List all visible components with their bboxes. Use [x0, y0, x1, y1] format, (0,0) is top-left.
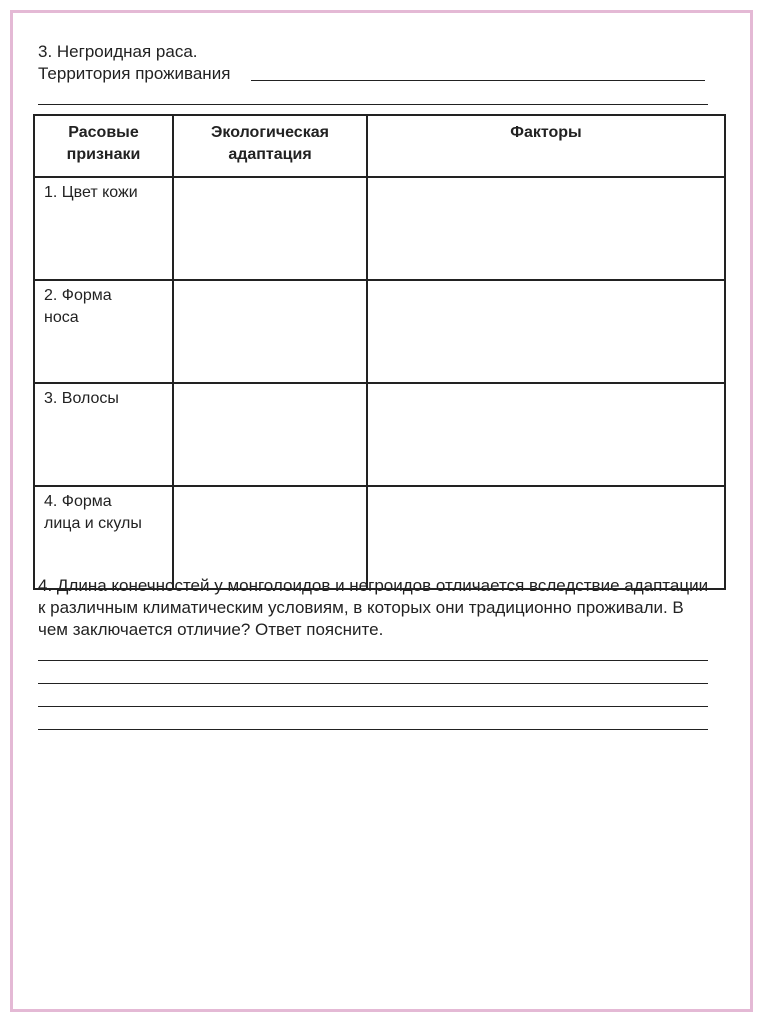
header-racial-traits — [34, 115, 173, 177]
factors-cell[interactable] — [367, 177, 725, 280]
row-label: 2. Форма носа — [34, 280, 173, 383]
answer-line[interactable] — [38, 706, 708, 707]
header-factors — [367, 115, 725, 177]
table-header-row — [34, 115, 725, 177]
adaptation-cell[interactable] — [173, 280, 367, 383]
adaptation-cell[interactable] — [173, 383, 367, 486]
adaptation-cell[interactable] — [173, 177, 367, 280]
header-ecological-adaptation — [173, 115, 367, 177]
answer-line[interactable] — [38, 683, 708, 684]
race-traits-table — [33, 114, 726, 590]
table-row — [34, 280, 725, 383]
table-row — [34, 177, 725, 280]
factors-cell[interactable] — [367, 280, 725, 383]
header-racial-traits-label: Расовые признаки — [66, 124, 141, 163]
row-label: 3. Волосы — [34, 383, 173, 486]
territory-answer-line[interactable] — [251, 80, 705, 81]
answer-line[interactable] — [38, 660, 708, 661]
answer-line[interactable] — [38, 729, 708, 730]
territory-answer-line-2[interactable] — [38, 104, 708, 105]
row-label: 4. Форма лица и скулы — [34, 486, 173, 589]
territory-label: Территория проживания — [38, 64, 231, 83]
factors-cell[interactable] — [367, 383, 725, 486]
section-3-title: 3. Негроидная раса. — [38, 42, 198, 61]
header-factors-label: Факторы — [510, 124, 582, 141]
table-row — [34, 486, 725, 589]
table-row — [34, 383, 725, 486]
factors-cell[interactable] — [367, 486, 725, 589]
adaptation-cell[interactable] — [173, 486, 367, 589]
row-label: 1. Цвет кожи — [34, 177, 173, 280]
header-ecological-adaptation-label: Экологическая адаптация — [211, 124, 329, 163]
question-4-text: 4. Длина конечностей у монголоидов и негроидов отличается вследствие адаптации к различным климатическим условиям, в которых они традиционно проживали. В чем заключается отличие? Ответ поясните. — [38, 576, 709, 639]
